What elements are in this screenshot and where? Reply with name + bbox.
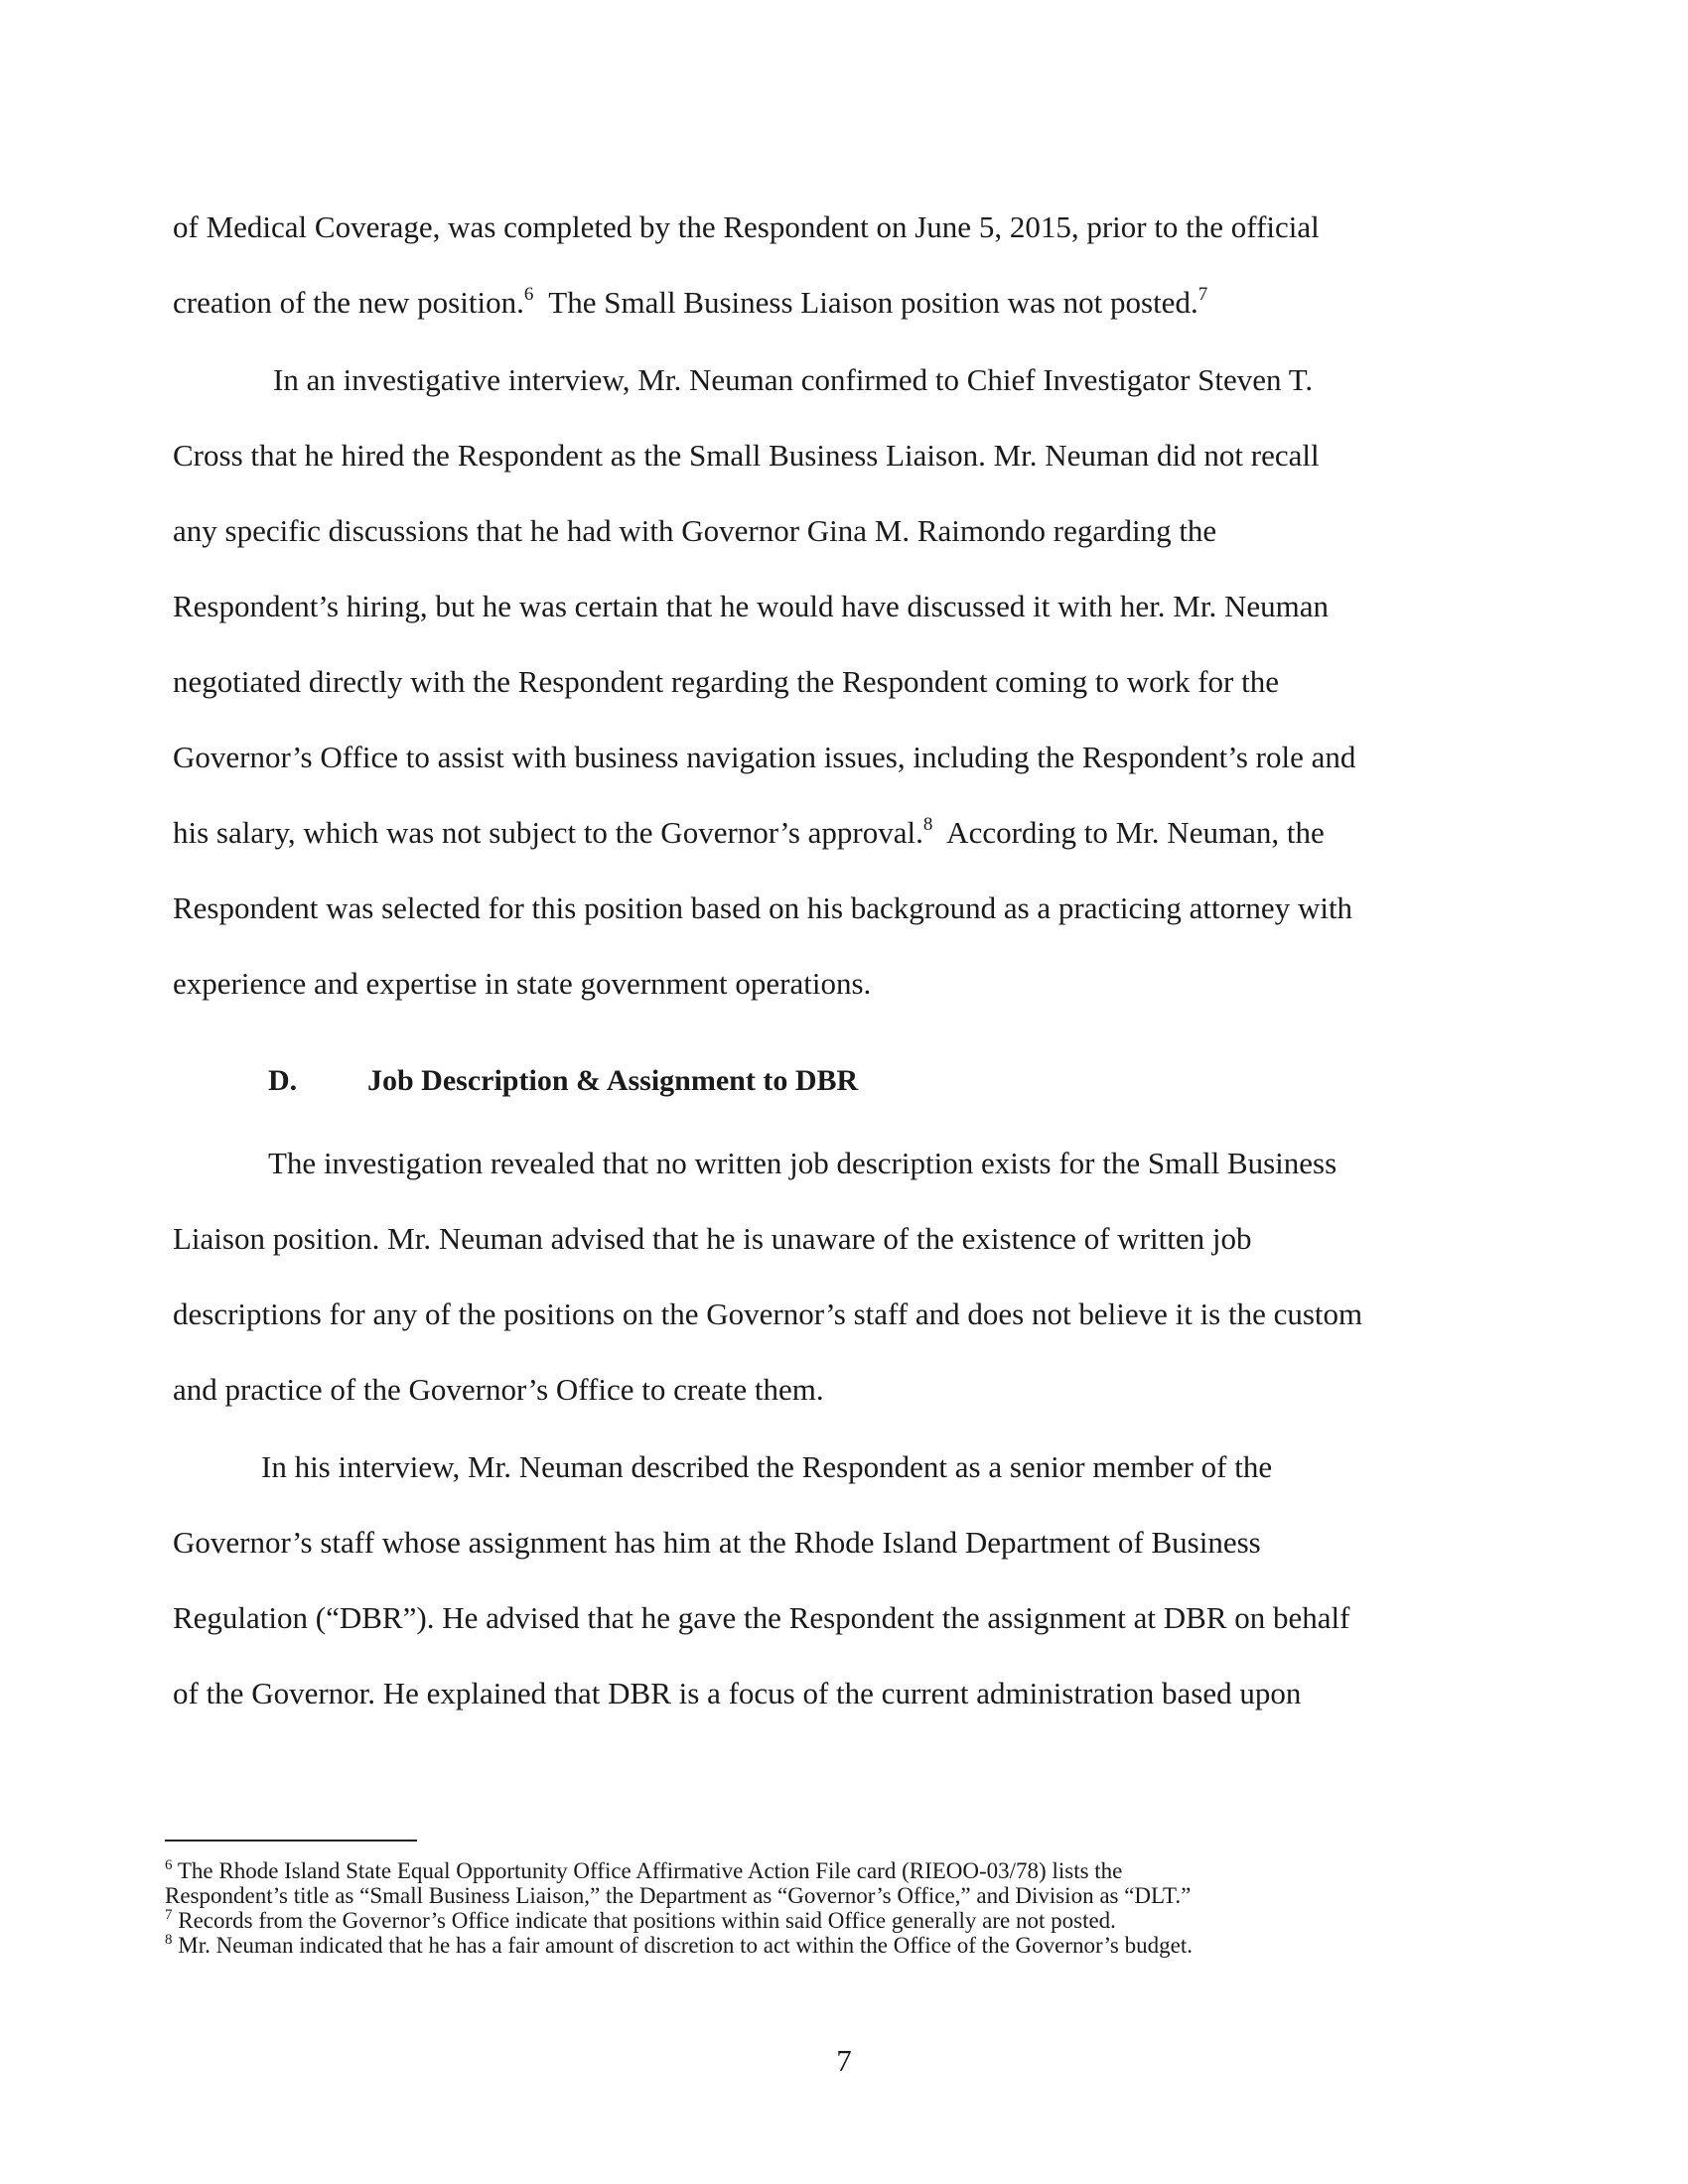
body-line: Governor’s Office to assist with business navigation issues, including the Respondent’s role and — [173, 740, 1356, 774]
body-text: his salary, which was not subject to the Governor’s approval. — [173, 815, 923, 850]
footnote-divider — [165, 1840, 417, 1842]
section-letter: D. — [268, 1064, 298, 1097]
body-line: experience and expertise in state government operations. — [173, 966, 872, 1001]
footnote — [165, 1934, 1193, 1957]
body-line: Respondent’s hiring, but he was certain that he would have discussed it with her. Mr. Neuman — [173, 589, 1329, 623]
body-line: any specific discussions that he had with Governor Gina M. Raimondo regarding the — [173, 513, 1217, 548]
body-line: descriptions for any of the positions on the Governor’s staff and does not believe it is the custom — [173, 1297, 1363, 1331]
footnote — [165, 1859, 1122, 1882]
footnote-text: Mr. Neuman indicated that he has a fair amount of discretion to act within the Office of the Governor’s budget. — [178, 1933, 1193, 1958]
page-number: 7 — [836, 2043, 852, 2078]
footnote-continuation: Respondent’s title as “Small Business Liaison,” the Department as “Governor’s Office,” and Division as “DLT.” — [165, 1883, 1192, 1908]
footnote-mark: 6 — [165, 1857, 173, 1873]
body-line — [173, 284, 1208, 320]
footnote-ref[interactable]: 7 — [1197, 284, 1208, 305]
footnote — [165, 1909, 1116, 1932]
body-line: of the Governor. He explained that DBR is a focus of the current administration based upon — [173, 1676, 1302, 1710]
footnote-text: The Rhode Island State Equal Opportunity Office Affirmative Action File card (RIEOO-03/78) lists the — [177, 1858, 1123, 1883]
footnote-mark: 8 — [165, 1932, 173, 1948]
body-line: In an investigative interview, Mr. Neuman confirmed to Chief Investigator Steven T. — [273, 362, 1314, 397]
footnote-ref[interactable]: 8 — [922, 814, 933, 835]
body-line: Cross that he hired the Respondent as the Small Business Liaison. Mr. Neuman did not recall — [173, 438, 1320, 473]
footnote-mark: 7 — [165, 1907, 173, 1923]
body-line: Regulation (“DBR”). He advised that he gave the Respondent the assignment at DBR on behalf — [173, 1600, 1350, 1635]
body-line: In his interview, Mr. Neuman described the Respondent as a senior member of the — [261, 1449, 1273, 1484]
body-line: and practice of the Governor’s Office to create them. — [173, 1372, 824, 1407]
section-heading: Job Description & Assignment to DBR — [367, 1064, 859, 1097]
body-text: The Small Business Liaison position was not posted. — [533, 285, 1198, 320]
body-line: of Medical Coverage, was completed by the Respondent on June 5, 2015, prior to the official — [173, 209, 1320, 244]
body-line: Liaison position. Mr. Neuman advised that he is unaware of the existence of written job — [173, 1221, 1252, 1256]
body-line: Governor’s staff whose assignment has him at the Rhode Island Department of Business — [173, 1525, 1261, 1560]
body-line: The investigation revealed that no written job description exists for the Small Business — [268, 1146, 1337, 1180]
body-text: According to Mr. Neuman, the — [932, 815, 1325, 850]
body-line: Respondent was selected for this position based on his background as a practicing attorney with — [173, 890, 1353, 925]
footnote-ref[interactable]: 6 — [523, 284, 534, 305]
body-line: negotiated directly with the Respondent regarding the Respondent coming to work for the — [173, 664, 1280, 699]
body-line — [173, 814, 1325, 850]
footnote-text: Records from the Governor’s Office indicate that positions within said Office generally are not posted. — [178, 1908, 1116, 1933]
body-text: creation of the new position. — [173, 285, 524, 320]
